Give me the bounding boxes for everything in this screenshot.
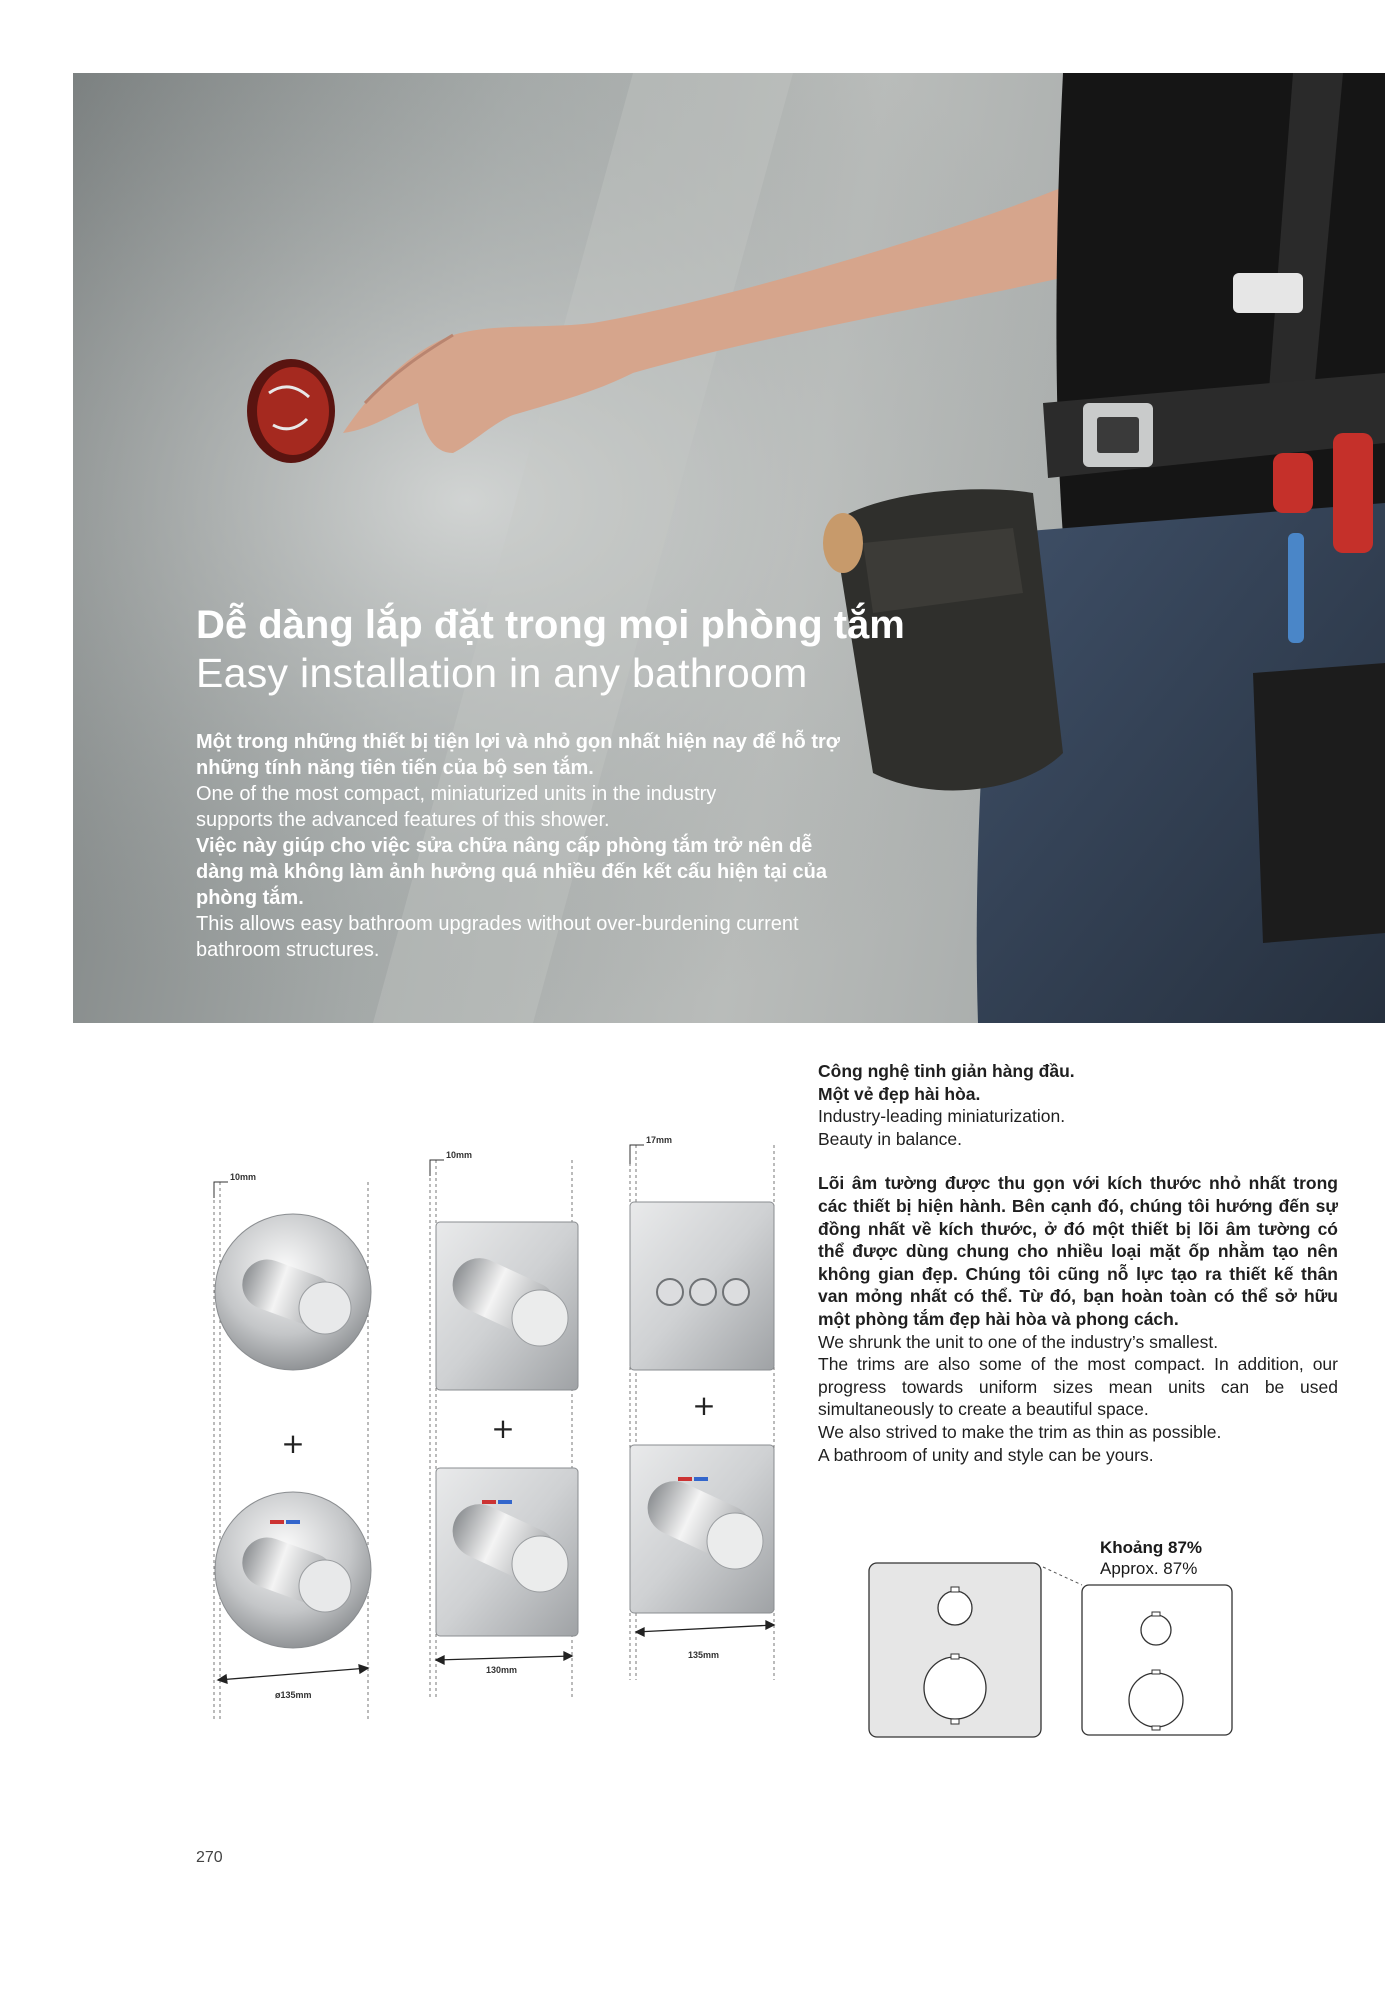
miniaturization-text xyxy=(818,1060,1338,1466)
dim-round-width: ø135mm xyxy=(275,1690,312,1700)
hero-p2-vi-line2: dàng mà không làm ảnh hưởng quá nhiều đến kết cấu hiện tại của xyxy=(196,861,828,883)
hero-title-vi: Dễ dàng lắp đặt trong mọi phòng tắm xyxy=(196,603,905,647)
heading-en-1: Industry-leading miniaturization. xyxy=(818,1106,1066,1127)
plus-sign-2: + xyxy=(491,1412,515,1445)
plus-sign-3: + xyxy=(692,1389,716,1422)
hero-p1-vi-line2: những tính năng tiên tiến của bộ sen tắm. xyxy=(196,757,594,779)
comparison-label-vi: Khoảng 87% xyxy=(1100,1538,1203,1557)
hero-p1-en-line1: One of the most compact, miniaturized units in the industry xyxy=(196,783,717,805)
hero-p2-vi-line1: Việc này giúp cho việc sửa chữa nâng cấp phòng tắm trở nên dễ xyxy=(196,835,813,857)
hero-p2-en-line2: bathroom structures. xyxy=(196,939,380,961)
body-en-3: We also strived to make the trim as thin as possible. xyxy=(818,1421,1222,1442)
dim-square-thickness: 10mm xyxy=(446,1150,473,1160)
body-en-4: A bathroom of unity and style can be yours. xyxy=(818,1444,1154,1465)
plus-sign-1: + xyxy=(281,1427,305,1460)
hero-title-en: Easy installation in any bathroom xyxy=(196,650,808,696)
hero-p2-vi-line3: phòng tắm. xyxy=(196,887,304,909)
hero-text-block xyxy=(196,601,1026,963)
body-en-2: The trims are also some of the most compact. In addition, our progress towards uniform sizes mean units can be used simultaneously to create a beautiful space. xyxy=(818,1354,1338,1420)
dim-button-thickness: 17mm xyxy=(646,1135,673,1145)
compact-trim-outline xyxy=(1082,1585,1232,1735)
trim-size-figure xyxy=(110,1120,790,1770)
dim-button-width: 135mm xyxy=(688,1650,720,1660)
size-comparison-diagram xyxy=(860,1555,1240,1745)
previous-trim-outline xyxy=(869,1563,1041,1737)
comparison-label-en: Approx. 87% xyxy=(1100,1559,1198,1578)
page-number: 270 xyxy=(196,1849,223,1866)
heading-vi-1: Công nghệ tinh giản hàng đầu. xyxy=(818,1061,1075,1081)
body-en-1: We shrunk the unit to one of the industry’s smallest. xyxy=(818,1331,1219,1352)
heading-en-2: Beauty in balance. xyxy=(818,1128,962,1149)
body-vi: Lõi âm tường được thu gọn với kích thước nhỏ nhất trong các thiết bị hiện hành. Bên cạnh đó, chúng tôi hướng đến sự đồng nhất về kích thước, ở đó một thiết bị lõi âm tường có thể được dùng chung cho nhiều loại mặt ốp nhằm tạo nên không gian đẹp. Chúng tôi cũng nỗ lực tạo ra thiết kế thân van mỏng nhất có thể. Từ đó, bạn hoàn toàn có thể sở hữu một phòng tắm đẹp hài hòa và phong cách. xyxy=(818,1173,1338,1329)
hero-p1-en-line2: supports the advanced features of this shower. xyxy=(196,809,610,831)
hero-p2-en-line1: This allows easy bathroom upgrades without over-burdening current xyxy=(196,913,799,935)
dim-round-thickness: 10mm xyxy=(230,1172,257,1182)
hero-p1-vi-line1: Một trong những thiết bị tiện lợi và nhỏ gọn nhất hiện nay để hỗ trợ xyxy=(196,731,840,753)
heading-vi-2: Một vẻ đẹp hài hòa. xyxy=(818,1083,981,1104)
hero-photo xyxy=(73,73,1385,1023)
trim-drawings xyxy=(110,1120,790,1770)
dim-square-width: 130mm xyxy=(486,1665,518,1675)
